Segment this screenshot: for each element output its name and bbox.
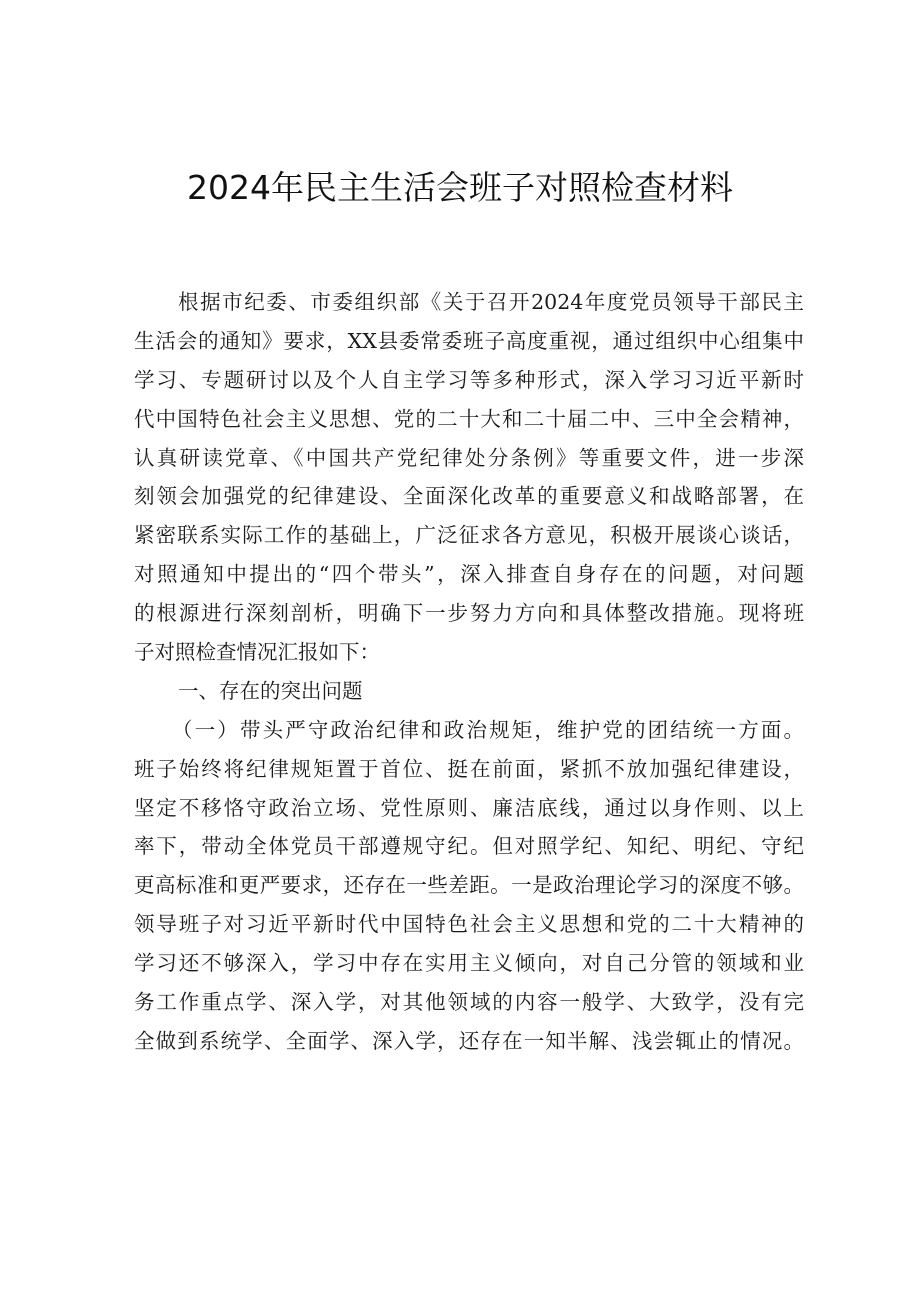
intro-line: 根据市纪委、市委组织部《关于召开2024年度党员领导干部民主	[178, 290, 804, 314]
intro-line: 认真研读党章、《中国共产党纪律处分条例》等重要文件，进一步深	[134, 445, 804, 470]
document-body	[134, 283, 804, 1061]
intro-line: 刻领会加强党的纪律建设、全面深化改革的重要意义和战略部署，在	[134, 484, 804, 509]
subsection-line: 务工作重点学、深入学，对其他领域的内容一般学、大致学，没有完	[134, 990, 804, 1015]
intro-line: 学习、专题研讨以及个人自主学习等多种形式，深入学习习近平新时	[134, 367, 804, 392]
subsection-line: （一）带头严守政治纪律和政治规矩，维护党的团结统一方面。	[172, 717, 804, 742]
subsection-line: 率下，带动全体党员干部遵规守纪。但对照学纪、知纪、明纪、守纪	[134, 834, 804, 859]
intro-line: 对照通知中提出的“四个带头”，深入排查自身存在的问题，对问题	[134, 562, 804, 587]
intro-line: 的根源进行深刻剖析，明确下一步努力方向和具体整改措施。现将班	[134, 601, 804, 626]
intro-line: 生活会的通知》要求，XX县委常委班子高度重视，通过组织中心组集中	[134, 328, 804, 353]
intro-line: 代中国特色社会主义思想、党的二十大和二十届二中、三中全会精神，	[134, 406, 804, 431]
subsection-line: 学习还不够深入，学习中存在实用主义倾向，对自己分管的领域和业	[134, 951, 804, 976]
subsection-line: 班子始终将纪律规矩置于首位、挺在前面，紧抓不放加强纪律建设，	[134, 756, 804, 781]
subsection-line: 坚定不移恪守政治立场、党性原则、廉洁底线，通过以身作则、以上	[134, 795, 804, 820]
subsection-line: 全做到系统学、全面学、深入学，还存在一知半解、浅尝辄止的情况。	[134, 1028, 804, 1053]
document-title: 2024年民主生活会班子对照检查材料	[187, 168, 733, 207]
intro-line: 子对照检查情况汇报如下：	[134, 640, 380, 665]
subsection-line: 领导班子对习近平新时代中国特色社会主义思想和党的二十大精神的	[134, 912, 804, 937]
section-heading: 一、存在的突出问题	[178, 678, 363, 703]
intro-line: 紧密联系实际工作的基础上，广泛征求各方意见，积极开展谈心谈话，	[134, 523, 804, 548]
subsection-line: 更高标准和更严要求，还存在一些差距。一是政治理论学习的深度不够。	[134, 873, 804, 898]
